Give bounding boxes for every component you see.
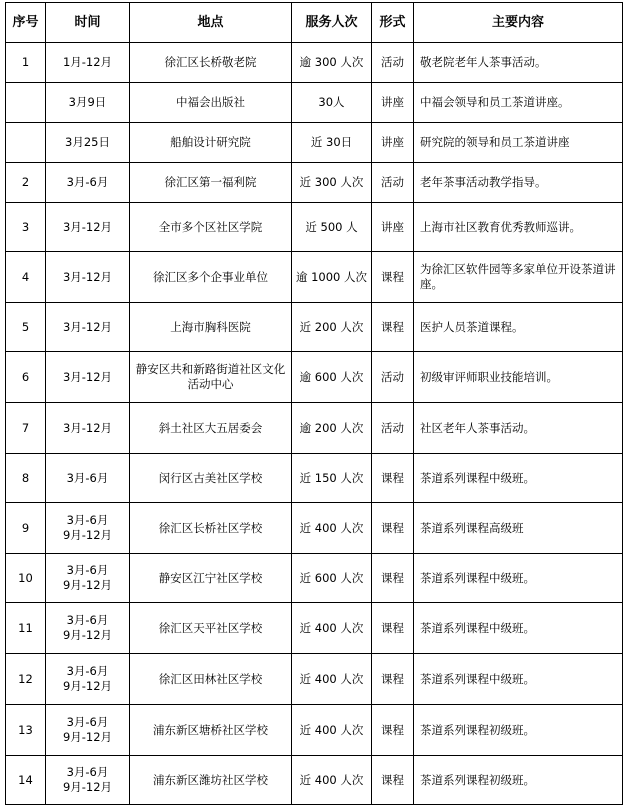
time-period-second: 9月-12月 (62, 628, 113, 642)
cell-time (46, 503, 130, 554)
cell-no (6, 83, 46, 123)
time-period: 3月-6月 (66, 613, 109, 627)
header-form: 形式 (372, 3, 414, 43)
table-row (6, 403, 623, 454)
cell-place: 浦东新区塘桥社区学校 (130, 705, 292, 756)
cell-no: 4 (6, 252, 46, 303)
cell-content: 初级审评师职业技能培训。 (414, 352, 623, 403)
table-row (6, 705, 623, 756)
cell-content: 茶道系列课程初级班。 (414, 705, 623, 756)
table-row (6, 503, 623, 554)
cell-time (46, 43, 130, 83)
cell-no: 12 (6, 654, 46, 705)
cell-form: 讲座 (372, 123, 414, 163)
cell-content: 茶道系列课程中级班。 (414, 654, 623, 705)
header-count: 服务人次 (292, 3, 372, 43)
table-row (6, 654, 623, 705)
cell-content: 社区老年人茶事活动。 (414, 403, 623, 454)
cell-count: 近 300 人次 (292, 163, 372, 203)
cell-place: 静安区江宁社区学校 (130, 554, 292, 603)
cell-time (46, 163, 130, 203)
cell-time (46, 554, 130, 603)
cell-no: 2 (6, 163, 46, 203)
cell-count: 逾 300 人次 (292, 43, 372, 83)
cell-count: 逾 200 人次 (292, 403, 372, 454)
cell-time (46, 705, 130, 756)
cell-place: 浦东新区潍坊社区学校 (130, 756, 292, 805)
cell-content: 茶道系列课程高级班 (414, 503, 623, 554)
time-period: 3月25日 (65, 135, 110, 149)
cell-content: 上海市社区教育优秀教师巡讲。 (414, 203, 623, 252)
cell-no: 11 (6, 603, 46, 654)
table-row (6, 303, 623, 352)
cell-count: 近 400 人次 (292, 705, 372, 756)
cell-content: 敬老院老年人茶事活动。 (414, 43, 623, 83)
cell-no: 13 (6, 705, 46, 756)
cell-no: 8 (6, 454, 46, 503)
cell-time (46, 454, 130, 503)
cell-form: 课程 (372, 603, 414, 654)
cell-no: 7 (6, 403, 46, 454)
cell-place: 船舶设计研究院 (130, 123, 292, 163)
table-row (6, 83, 623, 123)
time-period: 3月-12月 (62, 369, 113, 384)
time-period: 3月-6月 (66, 715, 109, 729)
cell-content: 茶道系列课程中级班。 (414, 554, 623, 603)
cell-count: 逾 600 人次 (292, 352, 372, 403)
cell-content: 医护人员茶道课程。 (414, 303, 623, 352)
time-period: 3月-6月 (66, 470, 109, 485)
cell-form: 讲座 (372, 203, 414, 252)
cell-form: 讲座 (372, 83, 414, 123)
service-schedule-table (5, 2, 623, 805)
cell-time (46, 123, 130, 163)
time-period: 3月-12月 (62, 219, 113, 234)
cell-count: 近 500 人 (292, 203, 372, 252)
cell-count: 近 400 人次 (292, 603, 372, 654)
cell-form: 活动 (372, 163, 414, 203)
time-period: 3月9日 (68, 95, 107, 109)
table-row (6, 203, 623, 252)
cell-no: 10 (6, 554, 46, 603)
cell-no: 6 (6, 352, 46, 403)
cell-time (46, 252, 130, 303)
cell-place: 全市多个区社区学院 (130, 203, 292, 252)
cell-count: 近 200 人次 (292, 303, 372, 352)
time-period: 3月-6月 (66, 563, 109, 577)
header-content: 主要内容 (414, 3, 623, 43)
header-row (6, 3, 623, 43)
cell-place: 徐汇区天平社区学校 (130, 603, 292, 654)
time-period-second: 9月-12月 (62, 578, 113, 592)
cell-time (46, 403, 130, 454)
time-period: 3月-6月 (66, 513, 109, 527)
cell-form: 课程 (372, 654, 414, 705)
cell-content: 茶道系列课程中级班。 (414, 603, 623, 654)
cell-content: 研究院的领导和员工茶道讲座 (414, 123, 623, 163)
cell-time (46, 303, 130, 352)
cell-form: 活动 (372, 352, 414, 403)
cell-count: 近 600 人次 (292, 554, 372, 603)
table-row (6, 163, 623, 203)
cell-content: 茶道系列课程中级班。 (414, 454, 623, 503)
cell-place: 徐汇区多个企事业单位 (130, 252, 292, 303)
cell-count: 近 400 人次 (292, 503, 372, 554)
cell-place: 静安区共和新路街道社区文化活动中心 (130, 352, 292, 403)
cell-content: 茶道系列课程初级班。 (414, 756, 623, 805)
header-time: 时间 (46, 3, 130, 43)
cell-time (46, 756, 130, 805)
cell-count: 逾 1000 人次 (292, 252, 372, 303)
time-period-second: 9月-12月 (62, 730, 113, 744)
cell-place: 徐汇区长桥社区学校 (130, 503, 292, 554)
cell-no: 3 (6, 203, 46, 252)
table-row (6, 123, 623, 163)
cell-form: 课程 (372, 252, 414, 303)
cell-no: 14 (6, 756, 46, 805)
cell-no (6, 123, 46, 163)
table-row (6, 252, 623, 303)
cell-form: 活动 (372, 43, 414, 83)
time-period-second: 9月-12月 (62, 528, 113, 542)
table-row (6, 603, 623, 654)
cell-form: 课程 (372, 503, 414, 554)
cell-time (46, 83, 130, 123)
time-period: 3月-12月 (62, 269, 113, 284)
cell-time (46, 654, 130, 705)
time-period: 3月-6月 (66, 765, 109, 779)
cell-form: 活动 (372, 403, 414, 454)
cell-place: 徐汇区田林社区学校 (130, 654, 292, 705)
header-no: 序号 (6, 3, 46, 43)
cell-no: 5 (6, 303, 46, 352)
cell-place: 中福会出版社 (130, 83, 292, 123)
cell-count: 近 400 人次 (292, 654, 372, 705)
cell-count: 近 400 人次 (292, 756, 372, 805)
time-period: 1月-12月 (62, 55, 113, 69)
cell-content: 老年茶事活动教学指导。 (414, 163, 623, 203)
table-row (6, 43, 623, 83)
cell-place: 闵行区古美社区学校 (130, 454, 292, 503)
cell-no: 9 (6, 503, 46, 554)
cell-place: 上海市胸科医院 (130, 303, 292, 352)
cell-time (46, 203, 130, 252)
cell-content: 为徐汇区软件园等多家单位开设茶道讲座。 (414, 252, 623, 303)
cell-form: 课程 (372, 303, 414, 352)
table-row (6, 352, 623, 403)
table-row (6, 554, 623, 603)
cell-count: 近 150 人次 (292, 454, 372, 503)
cell-form: 课程 (372, 454, 414, 503)
cell-form: 课程 (372, 705, 414, 756)
cell-form: 课程 (372, 554, 414, 603)
cell-form: 课程 (372, 756, 414, 805)
time-period: 3月-12月 (62, 420, 113, 435)
cell-place: 斜土社区大五居委会 (130, 403, 292, 454)
header-place: 地点 (130, 3, 292, 43)
cell-time (46, 603, 130, 654)
time-period: 3月-6月 (66, 664, 109, 678)
time-period: 3月-6月 (66, 175, 109, 189)
cell-count: 近 30日 (292, 123, 372, 163)
cell-place: 徐汇区长桥敬老院 (130, 43, 292, 83)
cell-time (46, 352, 130, 403)
time-period-second: 9月-12月 (62, 679, 113, 693)
table-row (6, 454, 623, 503)
cell-no: 1 (6, 43, 46, 83)
time-period-second: 9月-12月 (62, 780, 113, 794)
table-row (6, 756, 623, 805)
cell-content: 中福会领导和员工茶道讲座。 (414, 83, 623, 123)
cell-count: 30人 (292, 83, 372, 123)
cell-place: 徐汇区第一福利院 (130, 163, 292, 203)
time-period: 3月-12月 (62, 319, 113, 334)
